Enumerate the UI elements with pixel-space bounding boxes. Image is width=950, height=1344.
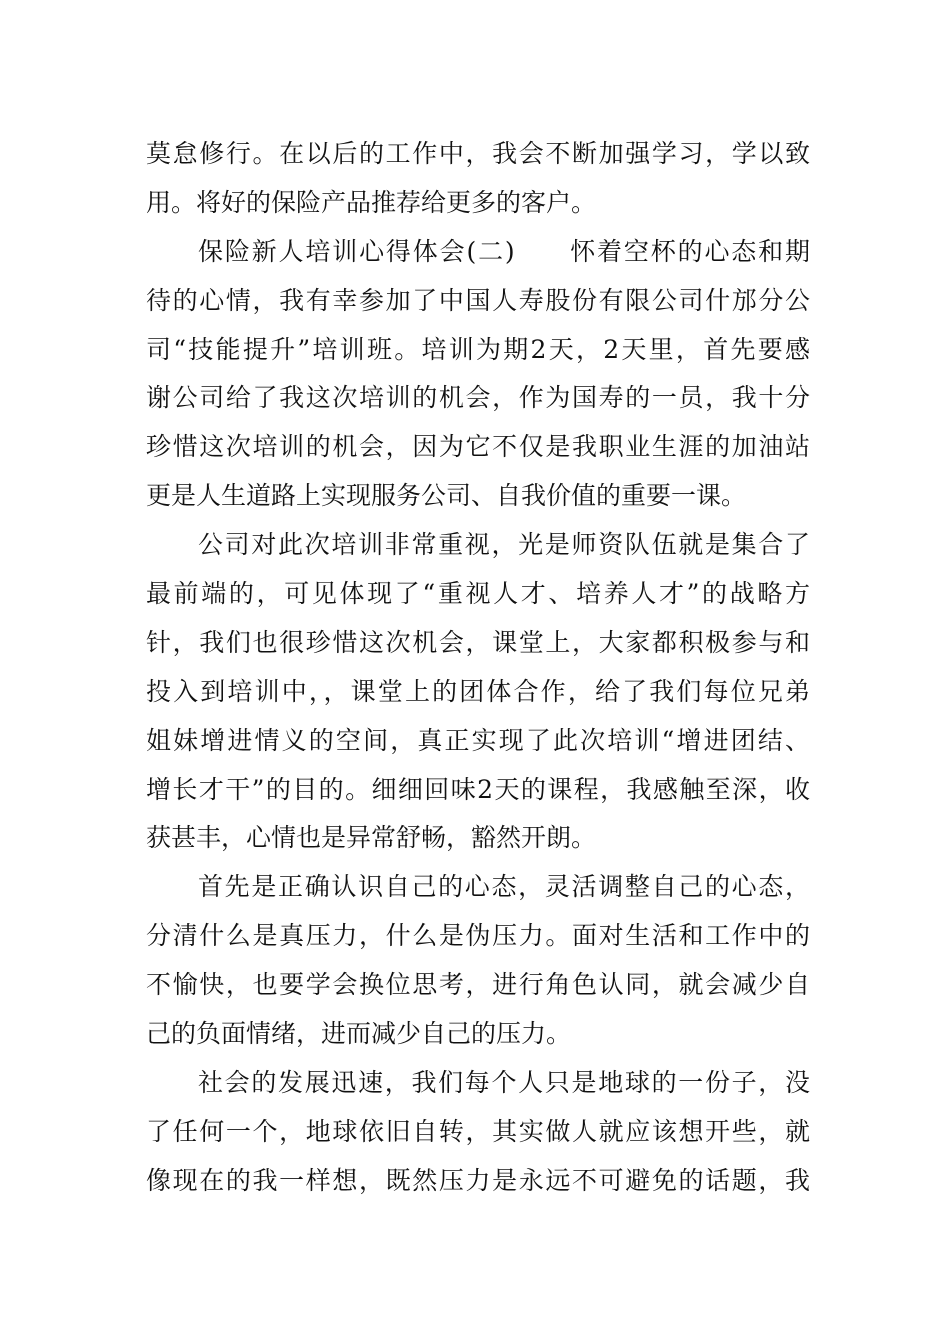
text-line: 莫怠修行。在以后的工作中，我会不断加强学习，学以致 [146,139,810,168]
text-line: 不愉快，也要学会换位思考，进行角色认同，就会减少自 [146,970,810,1000]
text-line: 了任何一个，地球依旧自转，其实做人就应该想开些，就 [146,1116,810,1146]
paragraph-first-line: 社会的发展迅速，我们每个人只是地球的一份子，没 [198,1067,810,1097]
paragraph-first-line: 公司对此次培训非常重视，光是师资队伍就是集合了 [198,530,810,560]
text-line: 己的负面情绪，进而减少自己的压力。 [146,1019,572,1049]
text-line: 投入到培训中，，课堂上的团体合作，给了我们每位兄弟 [146,676,810,706]
text-line: 更是人生道路上实现服务公司、自我价值的重要一课。 [146,481,747,511]
paragraph-first-line: 首先是正确认识自己的心态，灵活调整自己的心态， [198,872,810,902]
text-line: 像现在的我一样想，既然压力是永远不可避免的话题，我 [146,1165,810,1195]
text-line: 用。将好的保险产品推荐给更多的客户。 [146,187,597,217]
paragraph-heading-line: 保险新人培训心得体会(二) 怀着空杯的心态和期 [198,236,810,266]
text-line: 最前端的，可见体现了“重视人才、培养人才”的战略方 [146,579,810,609]
text-line: 待的心情，我有幸参加了中国人寿股份有限公司什邡分公 [146,285,810,315]
text-line: 增长才干”的目的。细细回味2天的课程，我感触至深，收 [146,774,810,804]
text-line: 获甚丰，心情也是异常舒畅，豁然开朗。 [146,823,597,853]
text-line: 谢公司给了我这次培训的机会，作为国寿的一员，我十分 [146,383,810,413]
text-line: 珍惜这次培训的机会，因为它不仅是我职业生涯的加油站 [146,432,810,462]
text-line: 姐妹增进情义的空间，真正实现了此次培训“增进团结、 [146,725,810,755]
text-line: 司“技能提升”培训班。培训为期2天，2天里，首先要感 [146,334,810,364]
text-line: 分清什么是真压力，什么是伪压力。面对生活和工作中的 [146,921,810,951]
text-line: 针，我们也很珍惜这次机会，课堂上，大家都积极参与和 [146,627,810,657]
body-text [146,130,810,1206]
